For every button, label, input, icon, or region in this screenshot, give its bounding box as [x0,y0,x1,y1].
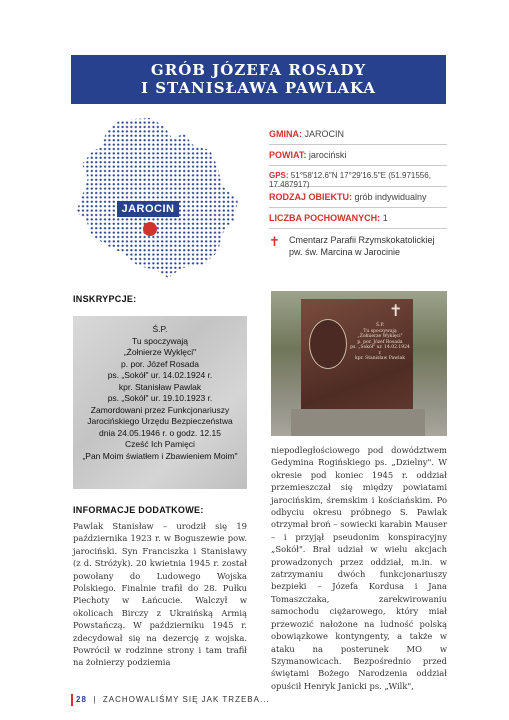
info-value: JAROCIN [304,129,345,139]
cemetery-line: pw. św. Marcina w Jarocinie [289,247,401,257]
tombstone-text-line: „Żołnierze Wyklęci" [357,334,403,339]
inscription-line: p. por. Józef Rosada [121,358,199,369]
info-key: LICZBA POCHOWANYCH: [269,213,381,223]
footer-title: ZACHOWALIŚMY SIĘ JAK TRZEBA... [102,695,270,704]
inscription-line: ps. „Sokół" ur. 14.02.1924 r. [107,370,213,380]
info-value: 51°58'12.6"N 17°29'16.5"E (51.971556, 17.487917) [269,171,431,189]
paragraph: niepodległościowego pod dowództwem Gedyminа Rogińskiego ps. „Dzielny". W okresie pod koniec 1945 r. oddział przemieszczał się między powiatami jarocińskim, śremskim i kościańskim. Po odbyciu okresu próbnego S. Pawlak otrzymał broń – sowiecki karabin Mauser – i przyjął pseudonim konspiracyjny „Sokół". Brał udział w wielu akcjach prowadzonych przez oddział, m.in. w zatrzymaniu dwóch funkcjonariuszy bezpieki – Józefa Kordusa i Jana Tomaszczaka, zarekwirowaniu samochodu ciężarowego, który miał przewozić nałożone na ludność polską obowiązkowe kontyngenty, a także w ataku na posterunek MO w Szymanowicach. Bezpośrednio przed świętami Bożego Narodzenia oddział opuścił Henryk Janicki ps. „Wilk", [271,445,447,691]
map-location-label: JAROCIN [117,201,179,217]
info-key: RODZAJ OBIEKTU: [269,192,352,202]
inscription-line: Jarocińskiego Urzędu Bezpieczeństwa [87,416,233,426]
page-title-line1: GRÓB JÓZEFA ROSADY [150,61,367,79]
info-value: 1 [382,213,388,223]
info-value: grób indywidualny [354,192,427,202]
footer-accent [71,694,73,706]
inscription-line: „Pan Moim światłem i Zbawieniem Moim" [82,450,238,461]
map-location-marker [143,222,157,236]
tombstone-text-line: Tu spoczywają [363,328,397,334]
cemetery-line: Cmentarz Parafii Rzymskokatolickiej [289,235,435,245]
paragraph: Pawlak Stanisław – urodził się 19 października 1923 r. w Boguszewie pow. jarociński. Syn Franciszka i Stanisławy (z d. Stróżyk). 20 kwietnia 1945 r. został powołany do Ludowego Wojska Polskiego. Finalnie trafił do 28. Pułku Piechoty w Łańcucie. Walczył w okolicach Birczy z Ukraińską Armią Powstańczą. W październiku 1945 r. zdecydował się na dezercję z wojska. Powrócił w rodzinne strony i tam trafił na żołnierzy podziemia [73,521,247,668]
info-row-powiat [269,145,447,166]
cemetery-name [289,234,449,258]
page-title-banner [71,55,446,104]
info-table [269,124,447,229]
additional-text-right [271,444,447,692]
inscription-line: „Żołnierze Wyklęci" [123,347,197,357]
madonna-portrait [309,319,347,369]
tombstone-text-line: ps. „Sokół" ur. 14.02.1924 r. [350,345,410,356]
info-key: GPS: [269,171,289,180]
inscription-line: Tu spoczywają [132,335,188,346]
inscription-line: Cześć Ich Pamięci [125,439,195,449]
info-row-gmina [269,124,447,145]
inscription-line: ps. „Sokół" ur. 19.10.1923 r. [107,393,213,403]
tombstone-cross-icon: ✝ [389,303,403,320]
page-title-line2: I STANISŁAWA PAWLAKA [140,79,377,97]
inscription-line: Ś.P. [152,324,168,334]
info-key: POWIAT: [269,150,307,160]
page-footer: 28 | ZACHOWALIŚMY SIĘ JAK TRZEBA... [76,695,270,704]
info-key: GMINA: [269,129,302,139]
inscription-line: kpr. Stanisław Pawlak [118,381,202,392]
additional-text-left [73,520,247,669]
inscription-line: Zamordowani przez Funkcjonariuszy [90,404,230,415]
cross-icon: ✝ [269,234,280,249]
grave-base [291,409,425,436]
info-value: jarociński [308,150,347,160]
info-row-rodzaj [269,187,447,208]
tombstone-text-line: kpr. Stanisław Pawlak [355,356,405,361]
page-number: 28 [76,695,87,704]
info-row-gps [269,166,447,187]
tombstone-text-line: p. por. Józef Rosada [357,339,403,345]
inscription-heading: INSKRYPCJE: [73,294,137,304]
grave-photo [271,291,447,436]
tombstone-text [349,323,411,362]
additional-info-heading: INFORMACJE DODATKOWE: [73,505,204,515]
tombstone-text-line: Ś.P. [375,323,385,328]
inscription-line: dnia 24.05.1946 r. o godz. 12.15 [99,427,221,438]
inscription-panel [73,316,247,489]
voivodeship-dot-map [72,116,242,281]
info-row-liczba [269,208,447,229]
